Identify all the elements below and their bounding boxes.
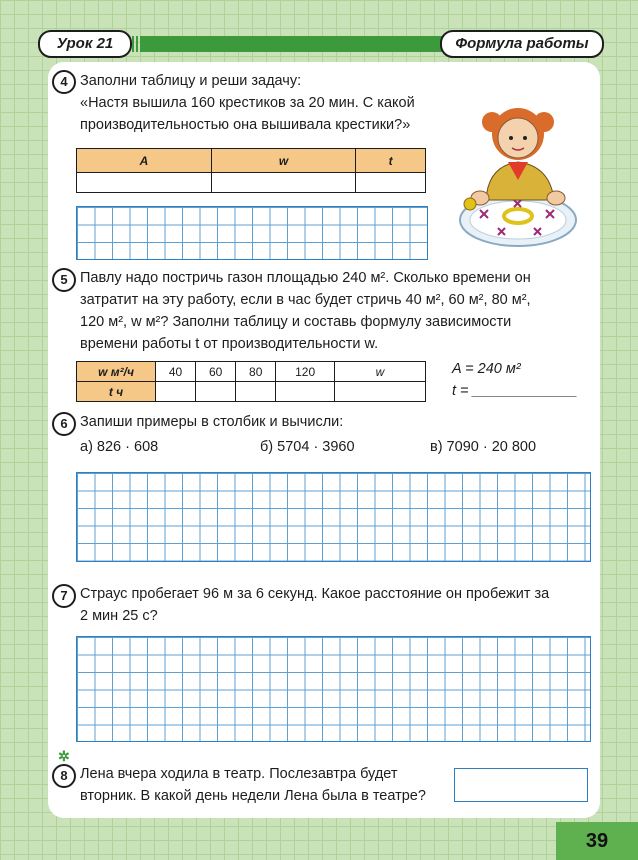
task4-line: Заполни таблицу и реши задачу: <box>80 73 302 89</box>
example-c: в) 7090 · 20 800 <box>430 439 537 455</box>
task-number-6: 6 <box>52 412 76 436</box>
topic-label: Формула работы <box>440 30 604 58</box>
task5-line: Павлу надо постричь газон площадью 240 м². Сколько времени он <box>80 270 531 286</box>
table-cell[interactable] <box>77 173 212 193</box>
formula-t[interactable]: t = _____________ <box>452 383 578 399</box>
task5-text <box>80 267 592 355</box>
task4-text <box>80 70 450 136</box>
task7-line: Страус пробегает 96 м за 6 секунд. Какое расстояние он пробежит за <box>80 586 550 602</box>
task-number-5: 5 <box>52 268 76 292</box>
example-a: а) 826 · 608 <box>80 439 159 455</box>
formula-a: A = 240 м² <box>452 361 521 377</box>
table-cell[interactable] <box>335 382 426 402</box>
lesson-label: Урок 21 <box>38 30 132 58</box>
answer-grid-7[interactable] <box>76 636 591 742</box>
task5-line: затратит на эту работу, если в час будет стричь 40 м², 60 м², 80 м², <box>80 292 531 308</box>
task6-text: Запиши примеры в столбик и вычисли: <box>80 414 344 430</box>
answer-box-8[interactable] <box>454 768 588 802</box>
table-cell[interactable] <box>236 382 276 402</box>
task4-line: «Настя вышила 160 крестиков за 20 мин. С какой <box>80 95 415 111</box>
table-cell: 60 <box>196 362 236 382</box>
task8-text <box>80 763 450 807</box>
table-cell[interactable] <box>356 173 426 193</box>
table-cell: 80 <box>236 362 276 382</box>
task5-table <box>76 361 426 402</box>
task-number-8: 8 <box>52 764 76 788</box>
task8-line: вторник. В какой день недели Лена была в театре? <box>80 788 426 804</box>
task4-line: производительностью она вышивала крестики?» <box>80 117 411 133</box>
table-header-w: w <box>211 149 355 173</box>
table-header-a: A <box>77 149 212 173</box>
task5-line: времени работы t от производительности w. <box>80 336 379 352</box>
answer-grid-6[interactable] <box>76 472 591 562</box>
task4-table <box>76 148 426 193</box>
task7-line: 2 мин 25 с? <box>80 608 158 624</box>
task-number-7: 7 <box>52 584 76 608</box>
table-cell[interactable] <box>276 382 335 402</box>
girl-embroidering-illustration <box>458 88 588 258</box>
header-bar <box>140 36 460 52</box>
task5-line: 120 м², w м²? Заполни таблицу и составь формулу зависимости <box>80 314 512 330</box>
table-header-t: t <box>356 149 426 173</box>
answer-grid-4[interactable] <box>76 206 428 260</box>
star-icon: ✲ <box>58 748 70 764</box>
table-cell: 40 <box>156 362 196 382</box>
table-cell: w <box>335 362 426 382</box>
table-cell[interactable] <box>196 382 236 402</box>
table-cell[interactable] <box>156 382 196 402</box>
table-cell: 120 <box>276 362 335 382</box>
table-cell[interactable] <box>211 173 355 193</box>
page-number: 39 <box>556 822 638 860</box>
example-b: б) 5704 · 3960 <box>260 439 355 455</box>
row-label-w: w м²/ч <box>77 362 156 382</box>
task7-text <box>80 583 592 627</box>
task-number-4: 4 <box>52 70 76 94</box>
task8-line: Лена вчера ходила в театр. Послезавтра будет <box>80 766 398 782</box>
row-label-t: t ч <box>77 382 156 402</box>
